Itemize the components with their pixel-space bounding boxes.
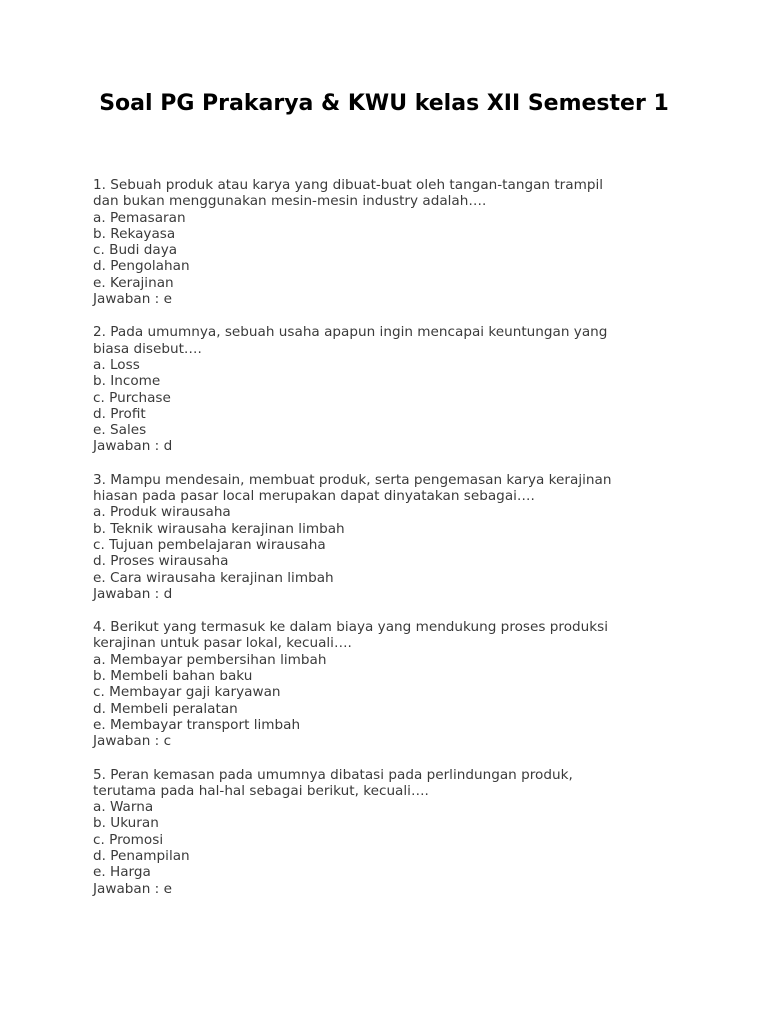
answer-option: b. Income bbox=[93, 373, 161, 390]
question-stem-line: 1. Sebuah produk atau karya yang dibuat-buat oleh tangan-tangan trampil bbox=[93, 177, 604, 193]
answer-option: e. Sales bbox=[93, 422, 147, 439]
answer-key: Jawaban : c bbox=[93, 733, 172, 750]
answer-option: e. Kerajinan bbox=[93, 274, 174, 291]
question-stem-line: kerajinan untuk pasar lokal, kecuali…. bbox=[93, 635, 352, 652]
answer-key: Jawaban : e bbox=[93, 291, 172, 308]
question-item bbox=[93, 767, 693, 897]
answer-option: a. Loss bbox=[93, 356, 140, 373]
question-item bbox=[93, 472, 693, 602]
answer-option: d. Penampilan bbox=[93, 847, 190, 864]
answer-option: d. Membeli peralatan bbox=[93, 700, 238, 717]
answer-key: Jawaban : d bbox=[93, 585, 173, 602]
question-stem-line: 5. Peran kemasan pada umumnya dibatasi pada perlindungan produk, bbox=[93, 766, 573, 783]
answer-option: b. Rekayasa bbox=[93, 225, 176, 242]
question-stem-line: terutama pada hal-hal sebagai berikut, kecuali…. bbox=[93, 782, 429, 799]
answer-option: e. Harga bbox=[93, 864, 151, 881]
answer-option: b. Teknik wirausaha kerajinan limbah bbox=[93, 520, 345, 537]
answer-option: b. Ukuran bbox=[93, 815, 159, 832]
question-stem-line: dan bukan menggunakan mesin-mesin industry adalah…. bbox=[93, 193, 487, 210]
answer-option: b. Membeli bahan baku bbox=[93, 668, 253, 685]
answer-option: a. Produk wirausaha bbox=[93, 504, 231, 521]
answer-option: a. Pemasaran bbox=[93, 209, 186, 226]
answer-option: d. Pengolahan bbox=[93, 258, 190, 275]
question-item bbox=[93, 619, 693, 749]
answer-option: c. Tujuan pembelajaran wirausaha bbox=[93, 536, 326, 553]
question-item bbox=[93, 324, 693, 454]
question-stem-line: 3. Mampu mendesain, membuat produk, serta pengemasan karya kerajinan bbox=[93, 471, 612, 488]
answer-option: e. Cara wirausaha kerajinan limbah bbox=[93, 569, 334, 586]
question-stem-line: 4. Berikut yang termasuk ke dalam biaya yang mendukung proses produksi bbox=[93, 619, 608, 636]
answer-key: Jawaban : d bbox=[93, 438, 173, 455]
answer-option: c. Promosi bbox=[93, 831, 164, 848]
answer-option: d. Profit bbox=[93, 405, 146, 422]
answer-option: a. Membayar pembersihan limbah bbox=[93, 651, 327, 668]
question-stem-line: 2. Pada umumnya, sebuah usaha apapun ingin mencapai keuntungan yang bbox=[93, 324, 608, 341]
answer-option: e. Membayar transport limbah bbox=[93, 716, 301, 733]
answer-option: c. Membayar gaji karyawan bbox=[93, 684, 281, 701]
answer-option: c. Budi daya bbox=[93, 242, 178, 259]
question-item bbox=[93, 177, 693, 307]
answer-option: c. Purchase bbox=[93, 389, 171, 406]
question-list bbox=[93, 177, 693, 914]
answer-option: d. Proses wirausaha bbox=[93, 553, 229, 570]
answer-key: Jawaban : e bbox=[93, 880, 172, 897]
question-stem-line: biasa disebut…. bbox=[93, 340, 202, 357]
document-title: Soal PG Prakarya & KWU kelas XII Semester 1 bbox=[99, 91, 669, 116]
answer-option: a. Warna bbox=[93, 799, 154, 816]
question-stem-line: hiasan pada pasar local merupakan dapat dinyatakan sebagai…. bbox=[93, 488, 535, 505]
